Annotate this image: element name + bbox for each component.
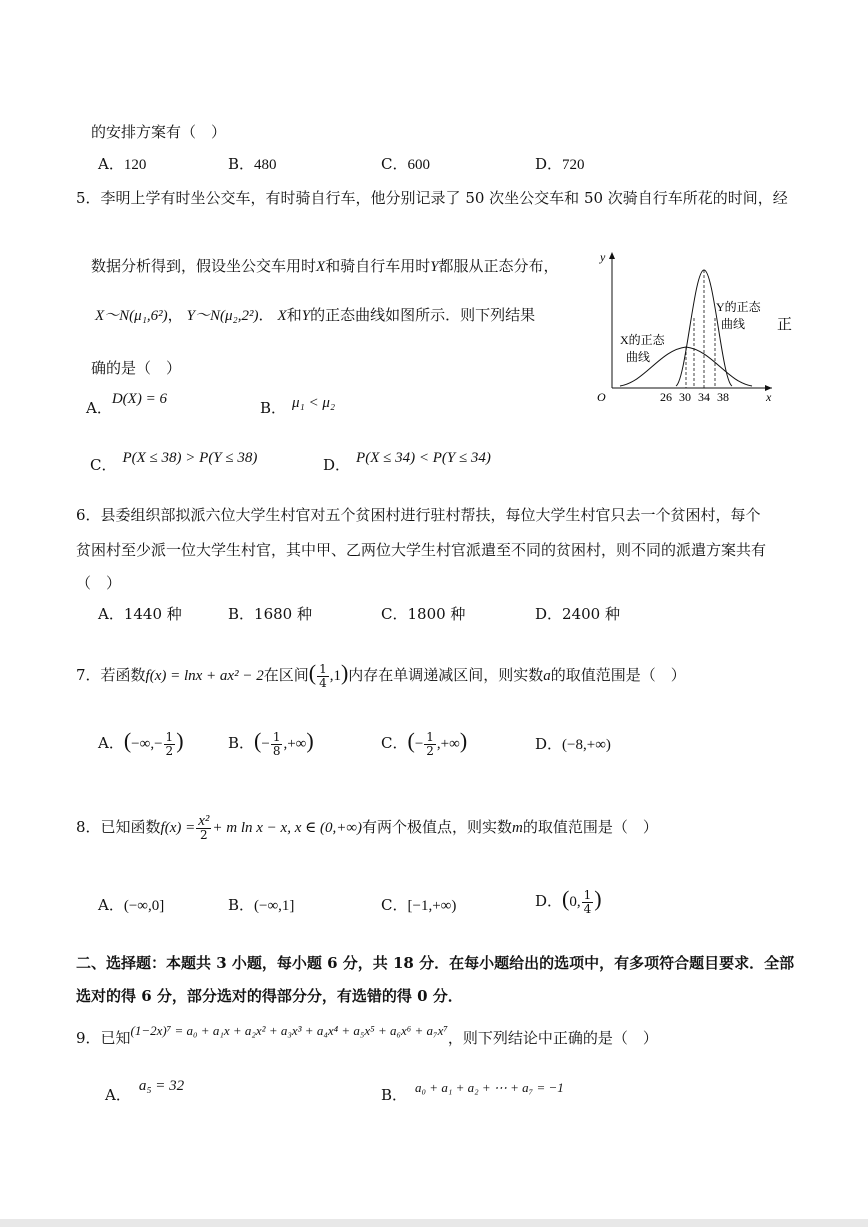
section2-line1: 二、选择题：本题共 3 小题，每小题 6 分，共 18 分．在每小题给出的选项中，有多项符合题目要求．全部: [76, 954, 795, 972]
q6-line3: （ ）: [76, 574, 122, 592]
q6-option-c: C．1800 种: [381, 605, 466, 623]
q7-option-a: A．(−∞,− $\frac{1}{2}$ ): [98, 728, 184, 758]
tick-38: 38: [717, 390, 729, 404]
q5-option-d: D． P(X ≤ 34) < P(Y ≤ 34): [323, 450, 491, 474]
y-curve-label-2: 曲线: [721, 317, 746, 331]
q5-line4: 确的是（ ）: [91, 359, 182, 377]
x-axis-label: x: [766, 390, 772, 404]
tick-34: 34: [698, 390, 710, 404]
y-axis-label: y: [600, 250, 606, 264]
q4-option-b: B．480: [228, 155, 277, 173]
q5-option-c: C． P(X ≤ 38) > P(Y ≤ 38): [90, 450, 258, 474]
q4-option-c: C．600: [381, 155, 430, 173]
q5-line3-end: 正: [777, 315, 793, 333]
q5-line3: X～N(μ₁,6²)， Y～N(μ₂,2²)． X和Y的正态曲线如图所示．则下列结果: [95, 306, 536, 324]
q7-stem: 7．若函数f(x) = lnx + ax² − 2在区间( $\frac{1}{4}$ ,1)内存在单调递减区间，则实数a的取值范围是（ ）: [76, 660, 686, 690]
y-curve-label-1: Y的正态: [716, 300, 761, 314]
tick-26: 26: [660, 390, 672, 404]
q6-line2: 贫困村至少派一位大学生村官，其中甲、乙两位大学生村官派遣至不同的贫困村，则不同的派遣方案共有: [76, 541, 767, 559]
q8-option-d: D．(0, $\frac{1}{4}$ ): [535, 886, 602, 916]
q7-option-c: C．(− $\frac{1}{2}$ ,+∞): [381, 728, 468, 758]
q9-option-a: A． a₅ = 32: [105, 1078, 185, 1104]
origin-label: O: [597, 390, 606, 404]
q5-line2: 数据分析得到，假设坐公交车用时X和骑自行车用时Y都服从正态分布，: [91, 257, 559, 275]
normal-curves-figure: [590, 248, 780, 408]
q6-line1: 6．县委组织部拟派六位大学生村官对五个贫困村进行驻村帮扶，每位大学生村官只去一个贫困村，每个: [76, 506, 761, 524]
q5-option-a: A．D(X) = 6: [86, 391, 167, 417]
q8-option-a: A．(−∞,0]: [98, 896, 165, 914]
q7-option-b: B．(− $\frac{1}{8}$ ,+∞): [228, 728, 314, 758]
q8-option-b: B．(−∞,1]: [228, 896, 295, 914]
q9-option-b: B． a₀ + a₁ + a₂ + ⋯ + a₇ = −1: [381, 1080, 564, 1104]
q4-option-a: A．120: [98, 155, 147, 173]
x-curve-label-1: X的正态: [620, 333, 665, 347]
x-curve-label-2: 曲线: [626, 350, 651, 364]
q6-option-d: D．2400 种: [535, 605, 620, 623]
q4-tail: 的安排方案有（ ）: [91, 123, 227, 141]
q5-option-b: B． μ₁ < μ₂: [260, 395, 336, 417]
q8-option-c: C．[−1,+∞): [381, 896, 457, 914]
q5-line1: 5．李明上学有时坐公交车，有时骑自行车，他分别记录了 50 次坐公交车和 50 次骑自行车所花的时间，经: [76, 189, 788, 207]
q8-stem: 8．已知函数f(x) = $\frac{\text{x²}}{2}$ + m ln x − x, x ∈ (0,+∞)有两个极值点，则实数m的取值范围是（ ）: [76, 812, 658, 842]
tick-30: 30: [679, 390, 691, 404]
q9-stem: 9．已知(1−2x)⁷ = a₀ + a₁x + a₂x² + a₃x³ + a₄x⁴ + a₅x⁵ + a₆x⁶ + a₇x⁷，则下列结论中正确的是（ ）: [76, 1023, 658, 1047]
page-footer-bar: [0, 1219, 868, 1227]
q4-option-d: D．720: [535, 155, 585, 173]
y-axis-arrow-icon: [609, 252, 615, 259]
q6-option-a: A．1440 种: [98, 605, 182, 623]
q6-option-b: B．1680 种: [228, 605, 312, 623]
q7-option-d: D．(−8,+∞): [535, 735, 611, 753]
section2-line2: 选对的得 6 分，部分选对的得部分分，有选错的得 0 分．: [76, 987, 463, 1005]
